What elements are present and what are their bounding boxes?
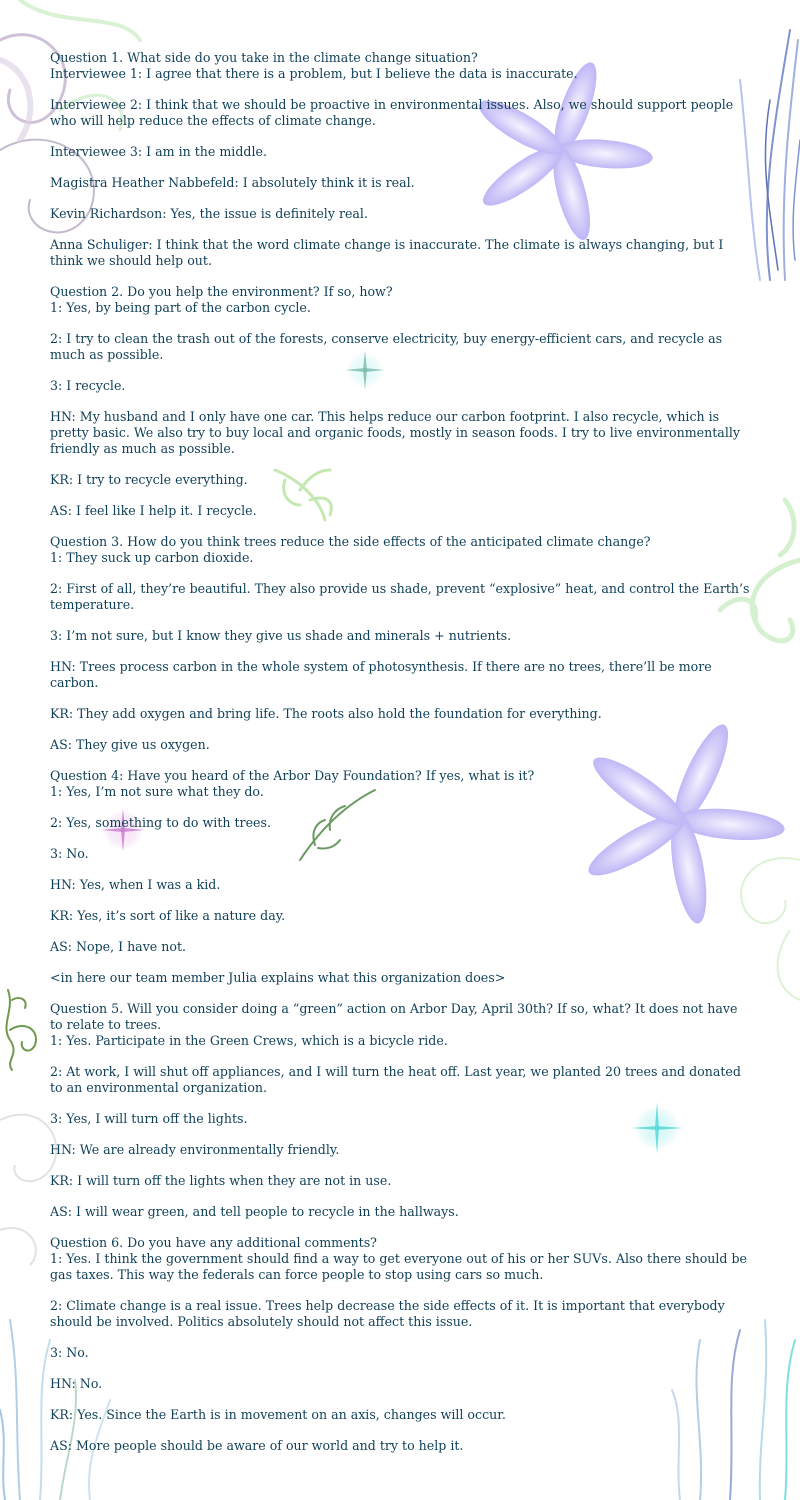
answer-paragraph: 3: No. [50,846,89,861]
answer-paragraph: 2: First of all, they’re beautiful. They also provide us shade, prevent “explosive” heat, and control the Earth’s temperature. [50,581,750,612]
answer-paragraph: <in here our team member Julia explains what this organization does> [50,970,506,985]
answer-paragraph: 2: Climate change is a real issue. Trees help decrease the side effects of it. It is important that everybody should be involved. Politics absolutely should not affect this issue. [50,1298,725,1329]
question-paragraph: Question 6. Do you have any additional comments? 1: Yes. I think the government should find a way to get everyone out of his or her SUVs. Also there should be gas taxes. This way the federals can force people to stop using cars so much. [50,1235,747,1282]
question-paragraph: Question 1. What side do you take in the climate change situation? Interviewee 1: I agree that there is a problem, but I believe the data is inaccurate. [50,50,578,81]
answer-paragraph: 3: No. [50,1345,89,1360]
answer-paragraph: Kevin Richardson: Yes, the issue is definitely real. [50,206,368,221]
answer-paragraph: 2: At work, I will shut off appliances, and I will turn the heat off. Last year, we planted 20 trees and donated to an environmental organization. [50,1064,741,1095]
answer-paragraph: AS: I feel like I help it. I recycle. [50,503,257,518]
answer-paragraph: AS: More people should be aware of our world and try to help it. [50,1438,464,1453]
question-paragraph: Question 3. How do you think trees reduce the side effects of the anticipated climate change? 1: They suck up carbon dioxide. [50,534,651,565]
answer-paragraph: HN: My husband and I only have one car. This helps reduce our carbon footprint. I also recycle, which is pretty basic. We also try to buy local and organic foods, mostly in season foods. I try to live environmentally friendly as much as possible. [50,409,740,456]
interview-transcript [50,50,750,1469]
answer-paragraph: AS: I will wear green, and tell people to recycle in the hallways. [50,1204,459,1219]
answer-paragraph: HN: Yes, when I was a kid. [50,877,221,892]
answer-paragraph: Interviewee 2: I think that we should be proactive in environmental issues. Also, we should support people who will help reduce the effects of climate change. [50,97,734,128]
answer-paragraph: 2: I try to clean the trash out of the forests, conserve electricity, buy energy-efficient cars, and recycle as much as possible. [50,331,723,362]
question-paragraph: Question 5. Will you consider doing a “green” action on Arbor Day, April 30th? If so, what? It does not have to relate to trees. 1: Yes. Participate in the Green Crews, which is a bicycle ride. [50,1001,738,1048]
answer-paragraph: KR: Yes. Since the Earth is in movement on an axis, changes will occur. [50,1407,506,1422]
answer-paragraph: HN: We are already environmentally friendly. [50,1142,340,1157]
answer-paragraph: HN: No. [50,1376,103,1391]
answer-paragraph: AS: They give us oxygen. [50,737,210,752]
answer-paragraph: Interviewee 3: I am in the middle. [50,144,267,159]
answer-paragraph: 2: Yes, something to do with trees. [50,815,271,830]
question-paragraph: Question 2. Do you help the environment? If so, how? 1: Yes, by being part of the carbon cycle. [50,284,393,315]
answer-paragraph: KR: They add oxygen and bring life. The roots also hold the foundation for everything. [50,706,602,721]
answer-paragraph: KR: Yes, it’s sort of like a nature day. [50,908,286,923]
answer-paragraph: KR: I will turn off the lights when they are not in use. [50,1173,392,1188]
question-paragraph: Question 4: Have you heard of the Arbor Day Foundation? If yes, what is it? 1: Yes, I’m not sure what they do. [50,768,535,799]
answer-paragraph: 3: Yes, I will turn off the lights. [50,1111,248,1126]
answer-paragraph: 3: I recycle. [50,378,126,393]
answer-paragraph: AS: Nope, I have not. [50,939,187,954]
swirl-left-lower [0,1115,56,1265]
answer-paragraph: 3: I’m not sure, but I know they give us shade and minerals + nutrients. [50,628,512,643]
answer-paragraph: Anna Schuliger: I think that the word climate change is inaccurate. The climate is always changing, but I think we should help out. [50,237,724,268]
answer-paragraph: Magistra Heather Nabbefeld: I absolutely think it is real. [50,175,415,190]
vine-left [6,990,36,1070]
answer-paragraph: KR: I try to recycle everything. [50,472,248,487]
answer-paragraph: HN: Trees process carbon in the whole system of photosynthesis. If there are no trees, there’ll be more carbon. [50,659,712,690]
